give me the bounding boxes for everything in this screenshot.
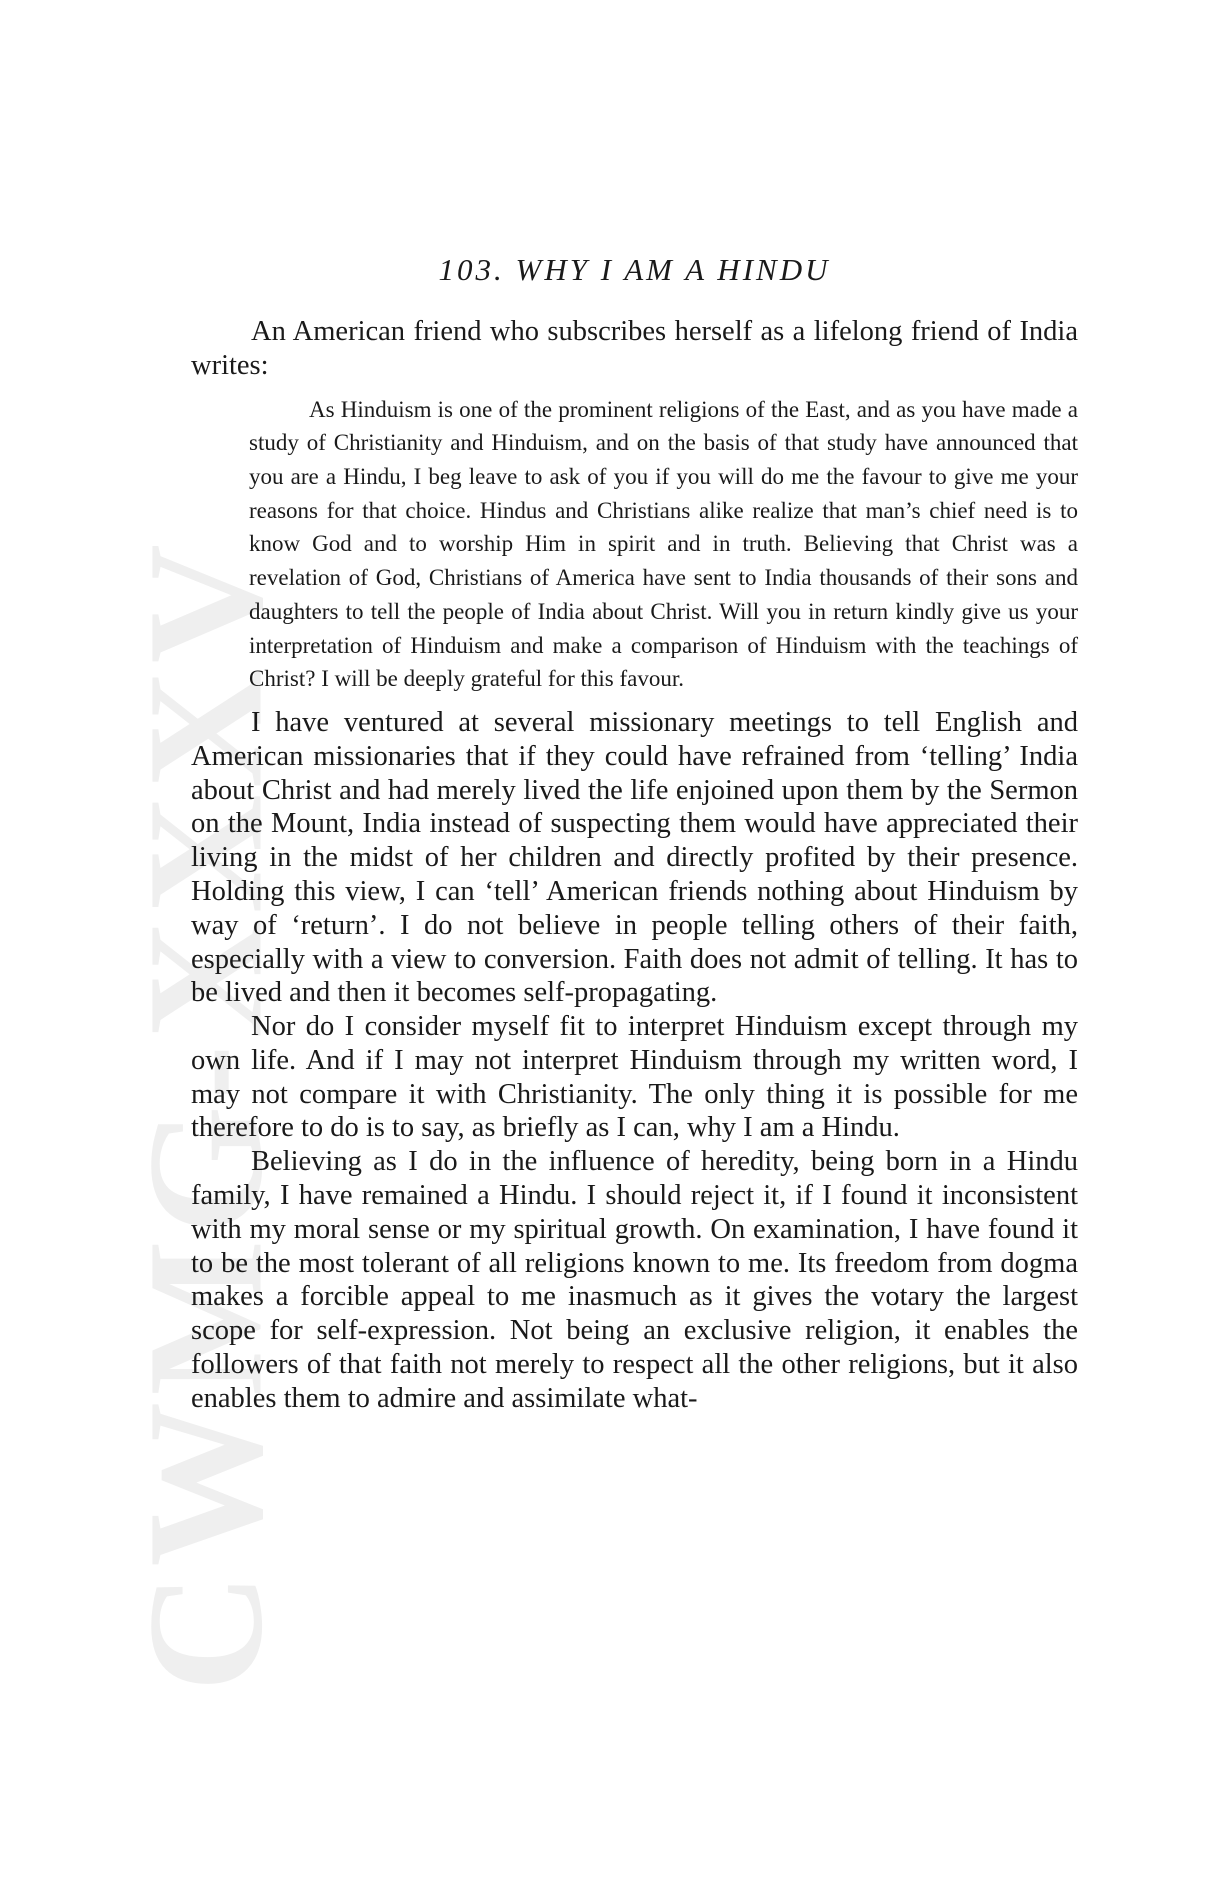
document-page (191, 250, 1078, 1416)
body-paragraph-2: Nor do I consider myself fit to interpret Hinduism except through my own life. And if I may not interpret Hinduism through my written word, I may not compare it with Christianity. The only thing it is possible for me therefore to do is to say, as briefly as I can, why I am a Hindu. (191, 1011, 1078, 1144)
watermark: CWMG-XXXV (113, 538, 297, 1692)
quote-paragraph: As Hinduism is one of the prominent religions of the East, and as you have made a study of Christianity and Hinduism, and on the basis of that study have announced that you are a Hindu, I beg leave to ask of you if you will do me the favour to give me your reasons for that choice. Hindus and Christians alike realize that man’s chief need is to know God and to worship Him in spirit and in truth. Believing that Christ was a revelation of God, Christians of America have sent to India thousands of their sons and daughters to tell the people of India about Christ. Will you in return kindly give us your interpretation of Hinduism and make a comparison of Hinduism with the teachings of Christ? I will be deeply grateful for this favour. (249, 396, 1078, 692)
intro-paragraph: An American friend who subscribes herself as a lifelong friend of India writes: (191, 316, 1078, 381)
article-title: 103. WHY I AM A HINDU (438, 252, 831, 287)
body-paragraph-1: I have ventured at several missionary meetings to tell English and American missionaries that if they could have refrained from ‘telling’ India about Christ and had merely lived the life enjoined upon them by the Sermon on the Mount, India instead of suspecting them would have appreciated their living in the midst of her children and directly profited by their presence. Holding this view, I can ‘tell’ American friends nothing about Hinduism by way of ‘return’. I do not believe in people telling others of their faith, especially with a view to conversion. Faith does not admit of telling. It has to be lived and then it becomes self-propagating. (191, 706, 1078, 1009)
article-body (191, 315, 1078, 1416)
block-quote (249, 393, 1078, 696)
body-paragraph-3: Believing as I do in the influence of heredity, being born in a Hindu family, I have remained a Hindu. I should reject it, if I found it inconsistent with my moral sense or my spiritual growth. On examination, I have found it to be the most tolerant of all religions known to me. Its freedom from dogma makes a forcible appeal to me inasmuch as it gives the votary the largest scope for self-expression. Not being an exclusive religion, it enables the followers of that faith not merely to respect all the other religions, but it also enables them to admire and assimilate what- (191, 1146, 1078, 1414)
